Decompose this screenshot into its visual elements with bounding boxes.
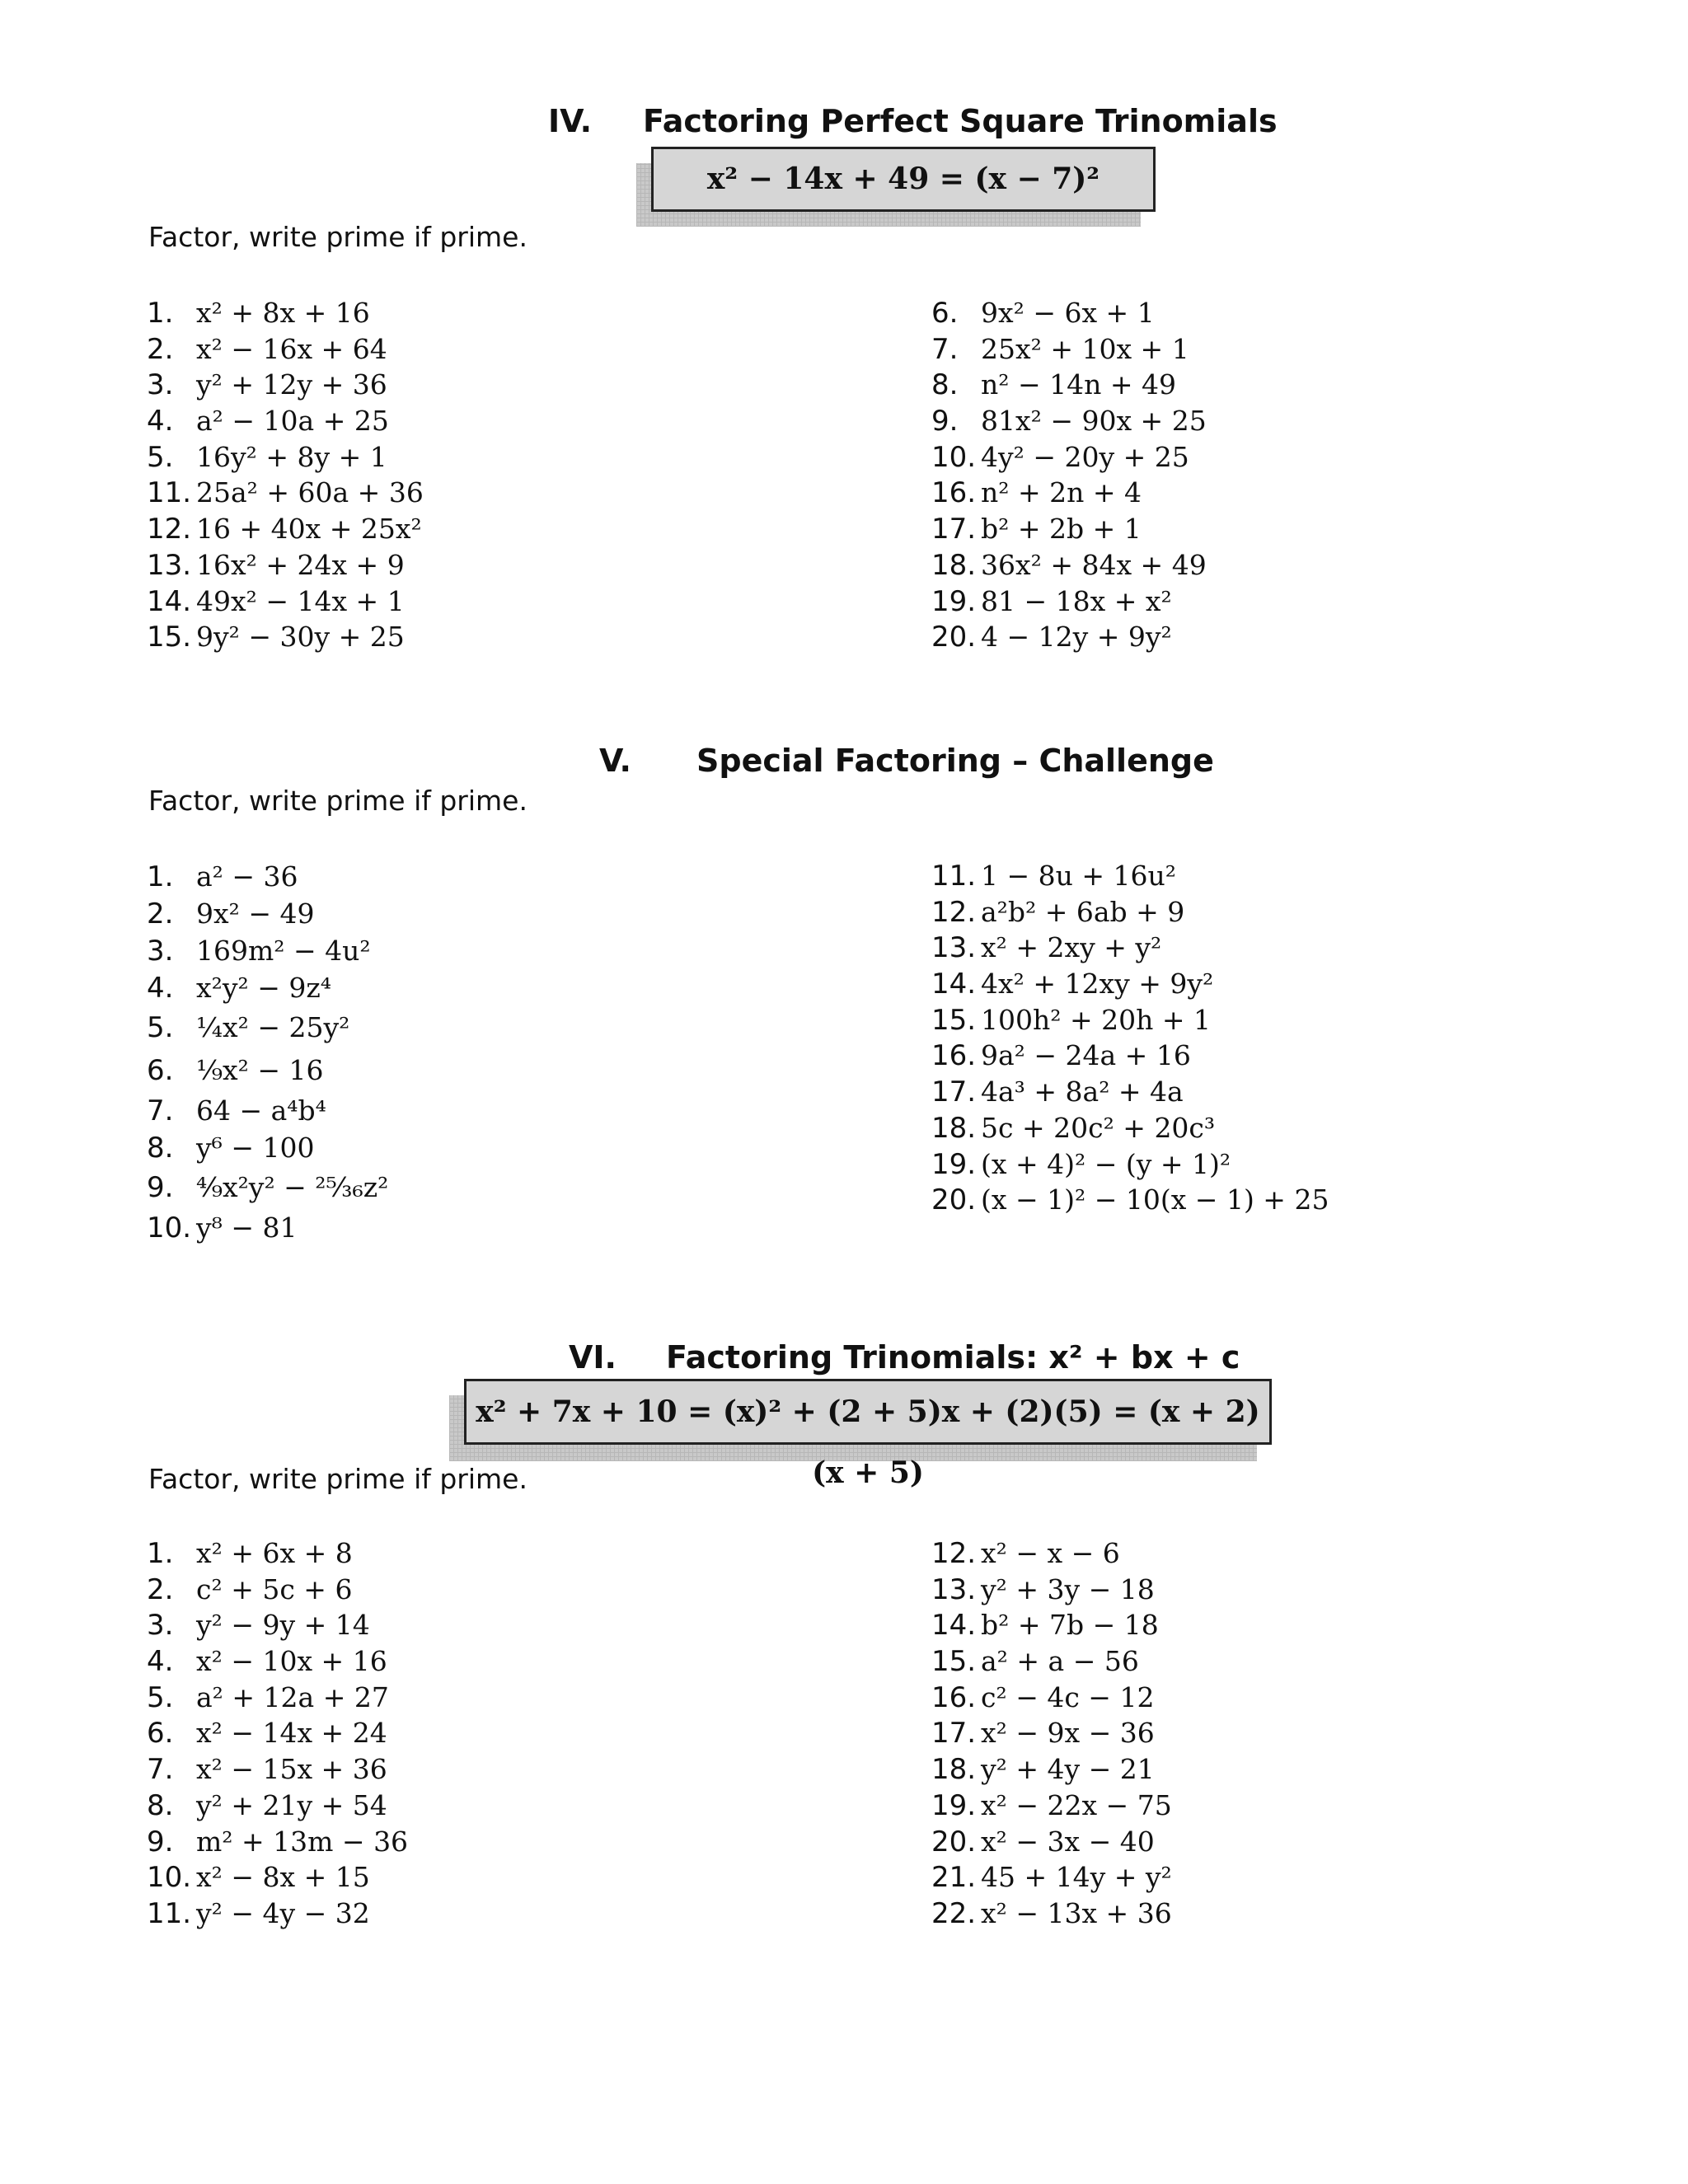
problem-number: 20.: [931, 1825, 977, 1858]
section-iv-title: Factoring Perfect Square Trinomials: [643, 103, 1278, 139]
section-v-heading: [0, 732, 1688, 790]
problem-number: 10.: [147, 1861, 192, 1895]
problem-expression: m² + 13m − 36: [196, 1825, 409, 1858]
problem-number: 8.: [147, 1132, 174, 1165]
problem-item: [147, 1129, 388, 1166]
problem-item: [147, 1751, 408, 1788]
problem-expression: 4y² − 20y + 25: [981, 440, 1189, 473]
problem-number: 19.: [931, 1147, 977, 1181]
problem-expression: x² + 6x + 8: [196, 1537, 353, 1569]
section-iv-number: IV.: [548, 103, 593, 139]
problem-number: 16.: [931, 1039, 977, 1073]
problem-number: 3.: [147, 368, 174, 402]
problem-number: 6.: [147, 1717, 174, 1750]
problem-number: 9.: [147, 1171, 174, 1204]
problem-number: 14.: [147, 584, 192, 618]
problem-number: 17.: [931, 1717, 977, 1750]
problem-expression: x²y² − 9z⁴: [196, 972, 331, 1004]
problem-item: [931, 1038, 1329, 1074]
problem-number: 16.: [931, 476, 977, 510]
problem-item: [147, 1680, 408, 1716]
problem-expression: x² + 2xy + y²: [981, 931, 1162, 964]
problem-expression: 81x² − 90x + 25: [981, 405, 1207, 438]
section-vi-title: Factoring Trinomials: x² + bx + c: [666, 1339, 1240, 1376]
problem-number: 7.: [147, 1094, 174, 1127]
problem-number: 18.: [931, 1753, 977, 1787]
problem-item: [931, 1146, 1329, 1183]
problem-expression: (x + 4)² − (y + 1)²: [981, 1147, 1231, 1180]
problem-number: 18.: [931, 548, 977, 582]
problem-item: [931, 1110, 1329, 1146]
section-iv-instruction: Factor, write prime if prime.: [148, 221, 528, 253]
section-iv-example-text: x² − 14x + 49 = (x − 7)²: [706, 162, 1100, 196]
problem-expression: a² + a − 56: [981, 1645, 1139, 1678]
problem-expression: x² − 15x + 36: [196, 1753, 387, 1786]
problem-expression: ⅑x² − 16: [196, 1054, 324, 1086]
problem-item: [147, 1209, 388, 1246]
problem-item: [931, 583, 1207, 620]
problem-number: 5.: [147, 1680, 174, 1714]
problem-number: 12.: [931, 1537, 977, 1570]
problem-item: [147, 475, 424, 511]
section-vi-right-problems: [931, 1535, 1172, 1932]
problem-number: 7.: [147, 1753, 174, 1787]
problem-item: [931, 1535, 1172, 1572]
problem-item: [147, 619, 424, 655]
problem-expression: x² − 10x + 16: [196, 1645, 387, 1678]
problem-expression: y² + 4y − 21: [981, 1753, 1155, 1786]
problem-expression: x² − 8x + 15: [196, 1861, 370, 1894]
problem-number: 15.: [931, 1645, 977, 1679]
problem-item: [931, 439, 1207, 476]
section-vi-example-text: x² + 7x + 10 = (x)² + (2 + 5)x + (2)(5) = (x + 2)(x + 5): [476, 1394, 1260, 1490]
problem-expression: 36x² + 84x + 49: [981, 548, 1207, 581]
problem-expression: x² − 3x − 40: [981, 1825, 1155, 1858]
problem-number: 17.: [931, 1076, 977, 1109]
section-iv-example: [651, 147, 1156, 212]
problem-number: 8.: [147, 1788, 174, 1822]
problem-expression: 16 + 40x + 25x²: [196, 513, 422, 546]
problem-item: [931, 1572, 1172, 1608]
problem-item: [931, 1074, 1329, 1110]
problem-item: [931, 858, 1329, 894]
problem-number: 14.: [931, 968, 977, 1001]
problem-item: [147, 403, 424, 439]
section-vi-heading: [0, 1329, 1688, 1386]
problem-item: [931, 1680, 1172, 1716]
problem-item: [931, 1896, 1172, 1932]
problem-item: [147, 1824, 408, 1860]
problem-item: [147, 1166, 388, 1209]
problem-item: [147, 1535, 408, 1572]
problem-item: [147, 367, 424, 403]
section-v-number: V.: [599, 743, 631, 779]
problem-expression: b² + 2b + 1: [981, 513, 1142, 546]
problem-number: 11.: [147, 1896, 192, 1930]
problem-item: [147, 969, 388, 1006]
problem-number: 19.: [931, 1788, 977, 1822]
problem-expression: 9a² − 24a + 16: [981, 1039, 1191, 1072]
problem-item: [931, 511, 1207, 547]
problem-number: 19.: [931, 584, 977, 618]
problem-number: 1.: [147, 860, 174, 893]
problem-expression: 81 − 18x + x²: [981, 584, 1172, 617]
problem-expression: 4x² + 12xy + 9y²: [981, 968, 1214, 1001]
problem-expression: 25x² + 10x + 1: [981, 332, 1189, 365]
problem-expression: y² + 12y + 36: [196, 368, 387, 401]
problem-expression: a² − 10a + 25: [196, 405, 389, 438]
problem-expression: 9y² − 30y + 25: [196, 621, 405, 654]
problem-expression: 4 − 12y + 9y²: [981, 621, 1172, 654]
problem-item: [147, 1049, 388, 1092]
problem-item: [147, 1006, 388, 1049]
problem-expression: x² − 14x + 24: [196, 1717, 387, 1750]
problem-item: [931, 894, 1329, 930]
problem-number: 18.: [931, 1111, 977, 1145]
section-vi-instruction: Factor, write prime if prime.: [148, 1463, 528, 1495]
problem-number: 10.: [147, 1212, 192, 1244]
problem-number: 6.: [931, 297, 959, 330]
problem-expression: c² + 5c + 6: [196, 1572, 353, 1605]
problem-number: 4.: [147, 972, 174, 1005]
problem-number: 21.: [931, 1861, 977, 1895]
problem-item: [931, 1824, 1172, 1860]
problem-number: 20.: [931, 1183, 977, 1217]
problem-number: 14.: [931, 1609, 977, 1643]
problem-item: [931, 547, 1207, 583]
problem-expression: x² − 9x − 36: [981, 1717, 1155, 1750]
problem-expression: 100h² + 20h + 1: [981, 1003, 1211, 1036]
problem-expression: ⁴⁄₉x²y² − ²⁵⁄₃₆z²: [196, 1171, 389, 1203]
problem-expression: (x − 1)² − 10(x − 1) + 25: [981, 1183, 1329, 1216]
problem-item: [931, 403, 1207, 439]
problem-expression: x² − 13x + 36: [981, 1896, 1172, 1929]
problem-number: 13.: [931, 931, 977, 965]
problem-expression: 45 + 14y + y²: [981, 1861, 1172, 1894]
problem-item: [147, 331, 424, 368]
problem-item: [147, 439, 424, 476]
problem-expression: n² + 2n + 4: [981, 476, 1142, 509]
problem-number: 3.: [147, 1609, 174, 1643]
problem-expression: a² − 36: [196, 860, 298, 893]
problem-number: 1.: [147, 1537, 174, 1570]
problem-number: 12.: [931, 895, 977, 929]
problem-expression: 64 − a⁴b⁴: [196, 1094, 326, 1127]
problem-expression: x² − 22x − 75: [981, 1788, 1172, 1821]
problem-number: 16.: [931, 1680, 977, 1714]
problem-number: 2.: [147, 332, 174, 366]
problem-expression: n² − 14n + 49: [981, 368, 1176, 401]
problem-expression: a² + 12a + 27: [196, 1680, 389, 1713]
problem-item: [147, 1859, 408, 1896]
section-v-right-problems: [931, 858, 1329, 1218]
problem-number: 20.: [931, 621, 977, 654]
problem-expression: c² − 4c − 12: [981, 1680, 1155, 1713]
section-vi-example: [464, 1379, 1272, 1490]
problem-expression: a²b² + 6ab + 9: [981, 895, 1185, 928]
problem-item: [931, 930, 1329, 966]
problem-item: [931, 966, 1329, 1002]
problem-number: 17.: [931, 513, 977, 546]
problem-expression: x² − x − 6: [981, 1537, 1120, 1569]
problem-expression: y² + 21y + 54: [196, 1788, 387, 1821]
problem-item: [931, 1715, 1172, 1751]
problem-number: 5.: [147, 1011, 174, 1044]
problem-number: 22.: [931, 1896, 977, 1930]
problem-number: 11.: [147, 476, 192, 510]
problem-item: [931, 1859, 1172, 1896]
problem-item: [147, 1643, 408, 1680]
problem-number: 6.: [147, 1054, 174, 1087]
problem-item: [931, 367, 1207, 403]
problem-expression: 169m² − 4u²: [196, 935, 371, 967]
problem-number: 2.: [147, 898, 174, 930]
section-vi-left-problems: [147, 1535, 408, 1932]
problem-number: 9.: [931, 405, 959, 438]
problem-expression: b² + 7b − 18: [981, 1609, 1159, 1642]
problem-number: 12.: [147, 513, 192, 546]
problem-item: [147, 547, 424, 583]
problem-number: 15.: [147, 621, 192, 654]
problem-item: [147, 895, 388, 932]
problem-item: [931, 1643, 1172, 1680]
problem-number: 4.: [147, 1645, 174, 1679]
problem-number: 5.: [147, 440, 174, 474]
problem-expression: y⁶ − 100: [196, 1132, 315, 1164]
problem-item: [931, 1002, 1329, 1038]
problem-item: [147, 511, 424, 547]
problem-item: [147, 1092, 388, 1129]
problem-expression: x² − 16x + 64: [196, 332, 387, 365]
problem-number: 1.: [147, 297, 174, 330]
section-v-instruction: Factor, write prime if prime.: [148, 785, 528, 817]
problem-expression: 16x² + 24x + 9: [196, 548, 405, 581]
problem-expression: ¼x² − 25y²: [196, 1011, 350, 1043]
section-iv-right-problems: [931, 295, 1207, 655]
problem-expression: 1 − 8u + 16u²: [981, 860, 1176, 892]
problem-number: 10.: [931, 440, 977, 474]
problem-number: 11.: [931, 860, 977, 893]
section-iv-heading: [0, 92, 1688, 150]
problem-expression: y² − 9y + 14: [196, 1609, 370, 1642]
problem-number: 9.: [147, 1825, 174, 1858]
problem-item: [147, 1788, 408, 1824]
problem-number: 8.: [931, 368, 959, 402]
section-v-left-problems: [147, 858, 388, 1246]
problem-expression: 16y² + 8y + 1: [196, 440, 387, 473]
problem-item: [147, 1715, 408, 1751]
problem-number: 13.: [147, 548, 192, 582]
problem-item: [931, 1751, 1172, 1788]
problem-number: 4.: [147, 405, 174, 438]
problem-expression: y² + 3y − 18: [981, 1572, 1155, 1605]
problem-item: [931, 619, 1207, 655]
problem-expression: 4a³ + 8a² + 4a: [981, 1076, 1184, 1108]
problem-expression: 9x² − 49: [196, 898, 315, 930]
problem-item: [931, 295, 1207, 331]
problem-number: 15.: [931, 1003, 977, 1037]
problem-expression: 49x² − 14x + 1: [196, 584, 405, 617]
problem-item: [931, 1788, 1172, 1824]
problem-expression: 9x² − 6x + 1: [981, 297, 1155, 329]
section-v-title: Special Factoring – Challenge: [696, 743, 1214, 779]
problem-number: 2.: [147, 1572, 174, 1606]
problem-number: 13.: [931, 1572, 977, 1606]
problem-item: [147, 1607, 408, 1643]
problem-item: [931, 1182, 1329, 1218]
problem-number: 3.: [147, 935, 174, 968]
problem-expression: y² − 4y − 32: [196, 1896, 370, 1929]
problem-expression: x² + 8x + 16: [196, 297, 370, 329]
section-vi-number: VI.: [569, 1339, 617, 1376]
problem-item: [931, 475, 1207, 511]
problem-item: [147, 295, 424, 331]
problem-number: 7.: [931, 332, 959, 366]
problem-item: [147, 932, 388, 969]
problem-item: [147, 1572, 408, 1608]
problem-item: [931, 1607, 1172, 1643]
problem-expression: y⁸ − 81: [196, 1212, 298, 1244]
problem-item: [147, 583, 424, 620]
problem-item: [147, 858, 388, 895]
problem-expression: 5c + 20c² + 20c³: [981, 1111, 1216, 1144]
problem-item: [147, 1896, 408, 1932]
problem-expression: 25a² + 60a + 36: [196, 476, 424, 509]
problem-item: [931, 331, 1207, 368]
section-iv-left-problems: [147, 295, 424, 655]
